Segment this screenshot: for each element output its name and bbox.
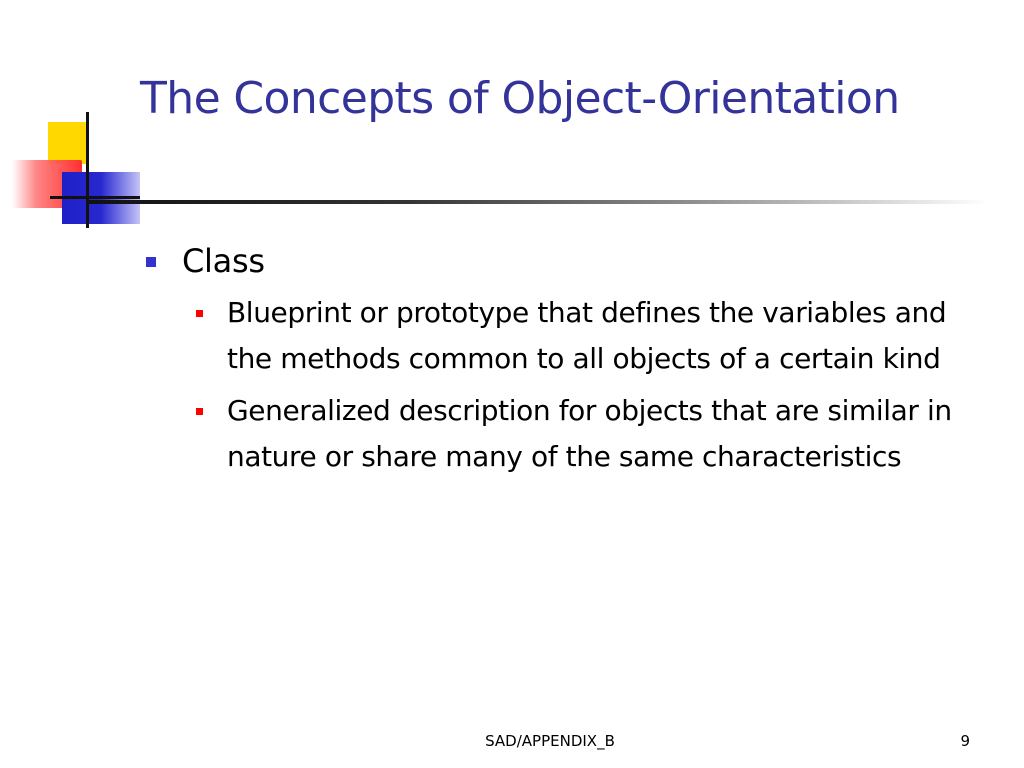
horizontal-line bbox=[50, 196, 140, 199]
sub-bullet-item bbox=[196, 290, 1000, 382]
bullet-text: Class bbox=[182, 242, 265, 280]
slide-title: The Concepts of Object-Orientation bbox=[140, 73, 900, 124]
slide-content bbox=[140, 232, 1000, 486]
vertical-line bbox=[86, 112, 89, 228]
footer-label: SAD/APPENDIX_B bbox=[485, 732, 615, 750]
square-bullet-icon bbox=[196, 310, 203, 317]
square-bullet-icon bbox=[146, 257, 156, 267]
page-number: 9 bbox=[960, 732, 970, 750]
sub-bullet-text: Blueprint or prototype that defines the variables and the methods common to all objects of a certain kind bbox=[227, 296, 947, 375]
bullet-item-class bbox=[140, 232, 1000, 290]
square-bullet-icon bbox=[196, 408, 203, 415]
sub-bullet-list bbox=[140, 290, 1000, 480]
decorative-logo bbox=[0, 0, 140, 240]
sub-bullet-item bbox=[196, 388, 1000, 480]
sub-bullet-text: Generalized description for objects that are similar in nature or share many of the same characteristics bbox=[227, 394, 952, 473]
title-underline bbox=[88, 200, 988, 204]
yellow-square bbox=[48, 122, 88, 164]
